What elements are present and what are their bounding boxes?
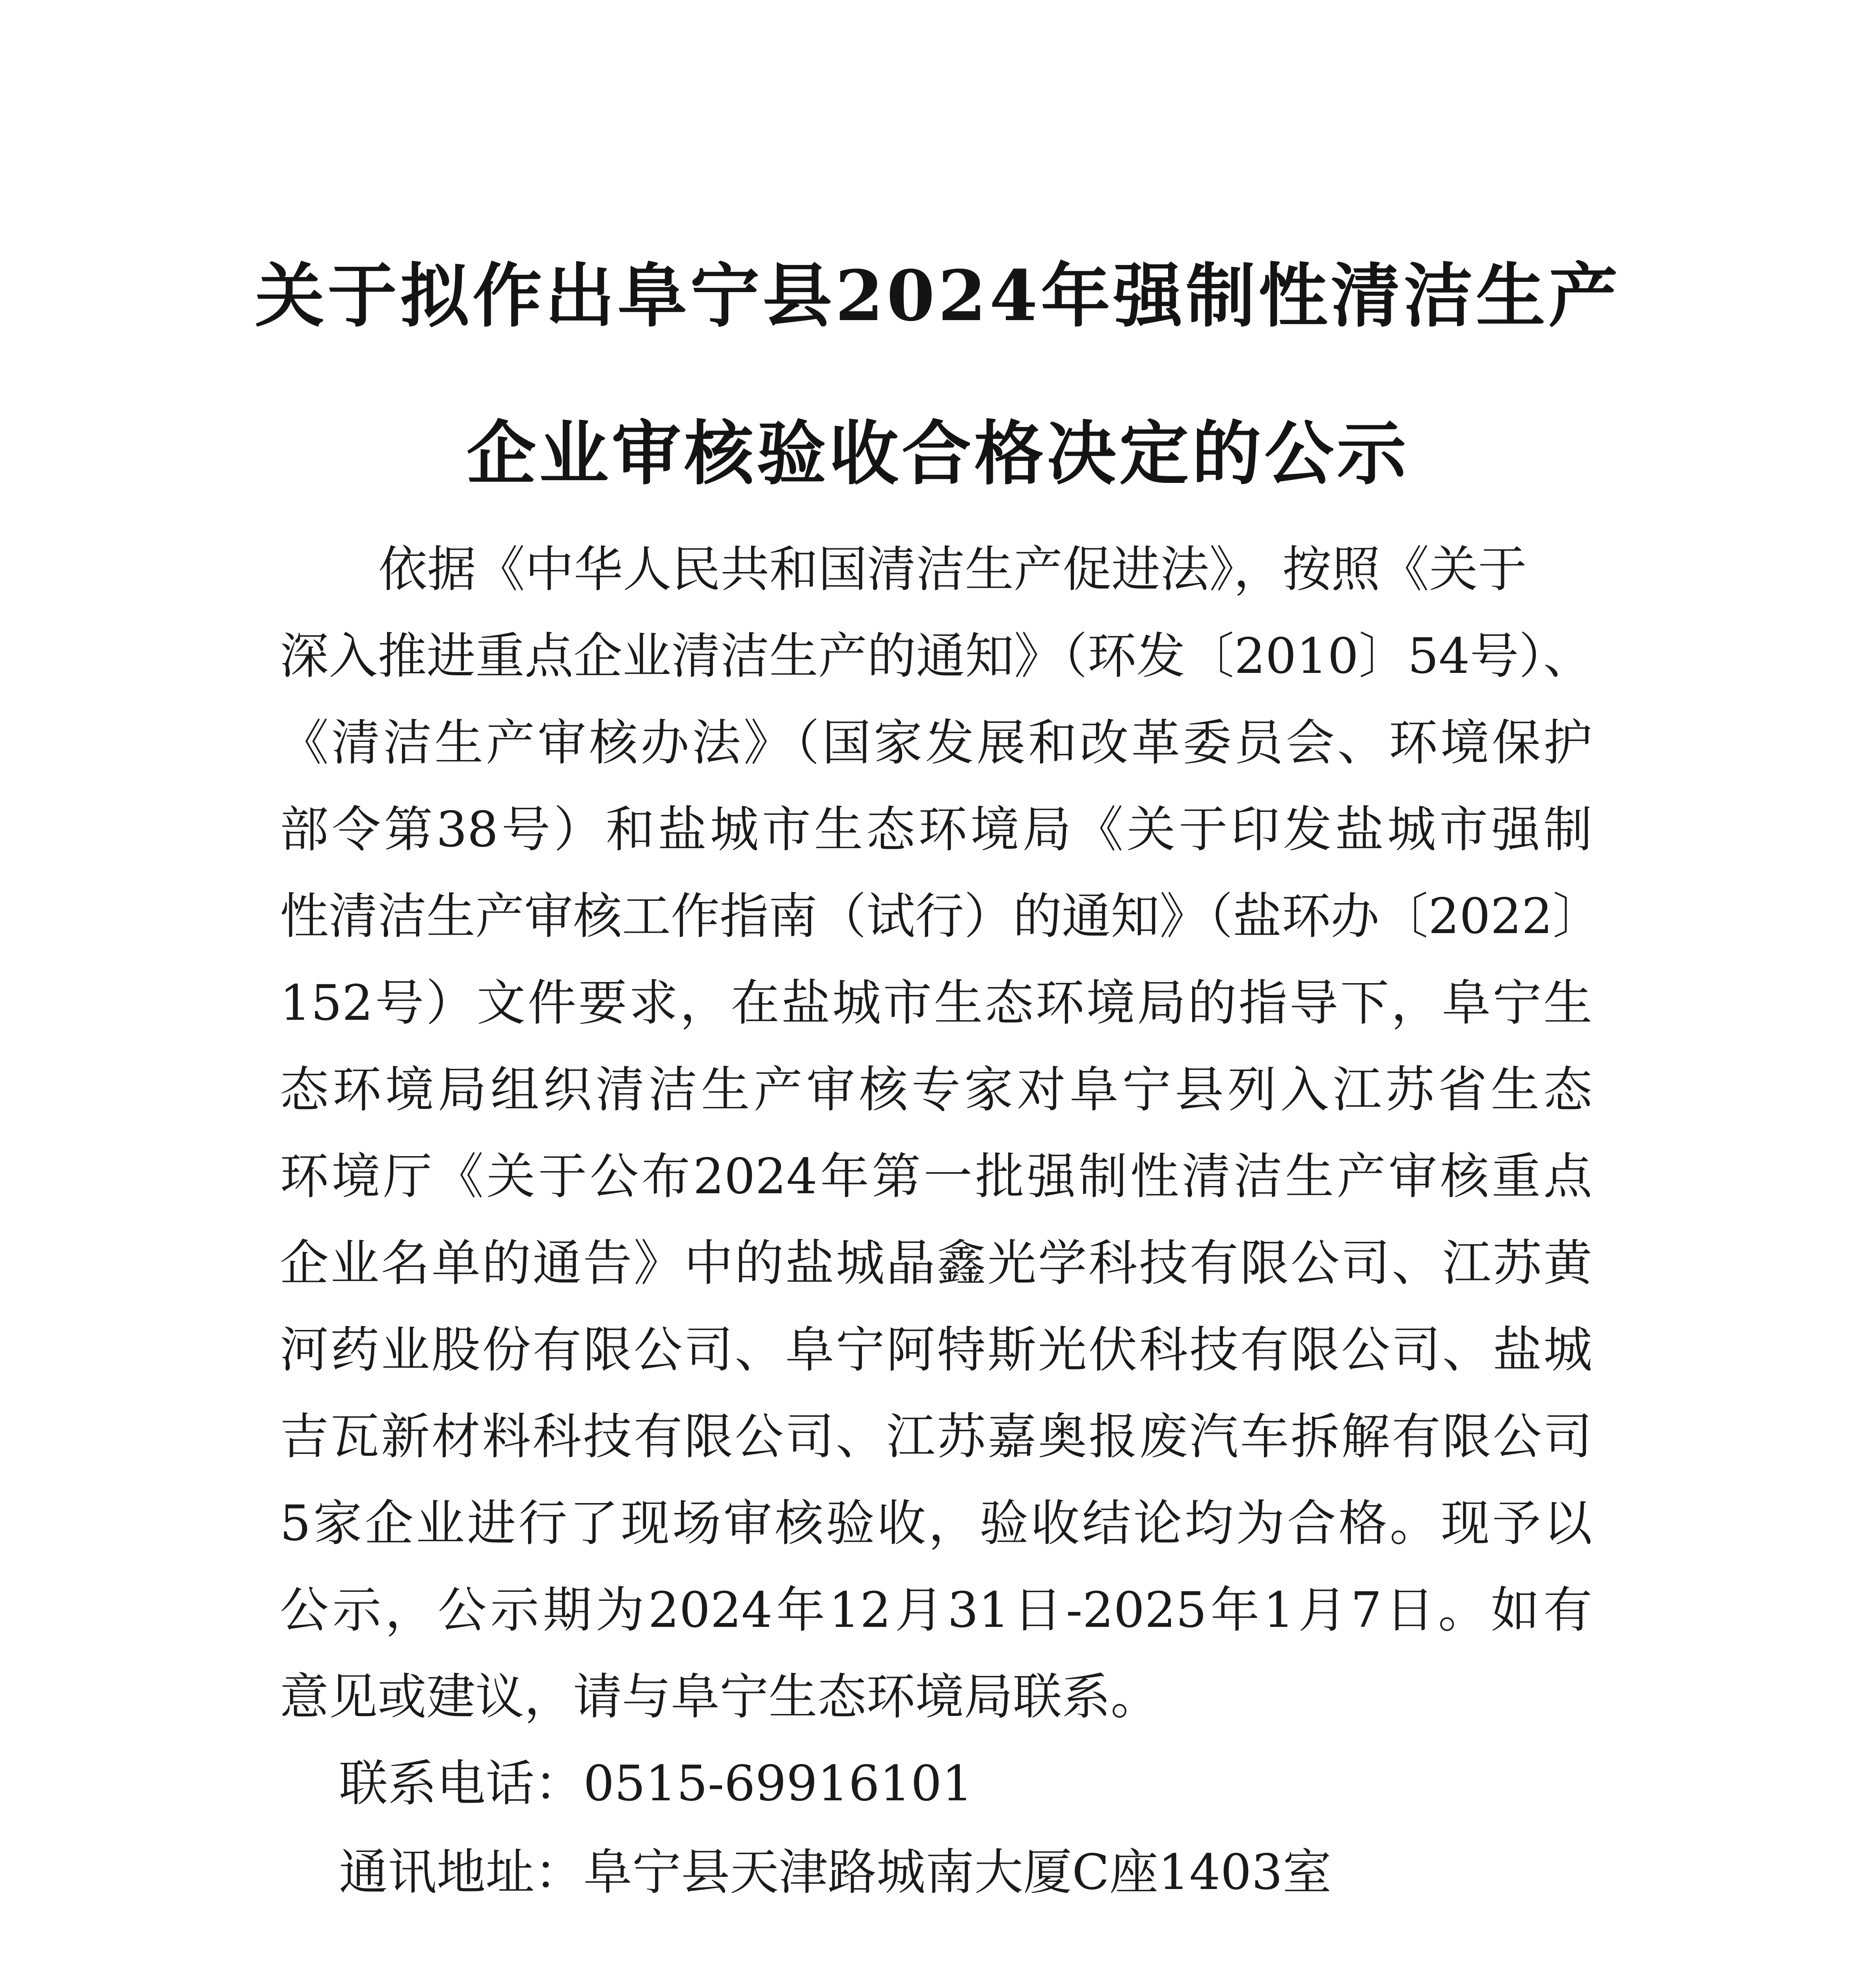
body-line: 性清洁生产审核工作指南（试行）的通知》（盐环办〔2022〕 bbox=[280, 888, 1602, 945]
body-line: 企业名单的通告》中的盐城晶鑫光学科技有限公司、江苏黄 bbox=[280, 1235, 1592, 1292]
body-line: 环境厅《关于公布2024年第一批强制性清洁生产审核重点 bbox=[280, 1148, 1592, 1205]
body-line: 深入推进重点企业清洁生产的通知》（环发〔2010〕54号）、 bbox=[280, 628, 1592, 685]
body-line: 河药业股份有限公司、阜宁阿特斯光伏科技有限公司、盐城 bbox=[280, 1322, 1592, 1379]
body-line: 5家企业进行了现场审核验收，验收结论均为合格。现予以 bbox=[280, 1495, 1592, 1552]
body-line: 部令第38号）和盐城市生态环境局《关于印发盐城市强制 bbox=[280, 801, 1592, 858]
contact-address: 通讯地址：阜宁县天津路城南大厦C座1403室 bbox=[339, 1844, 1332, 1901]
body-line: 《清洁生产审核办法》（国家发展和改革委员会、环境保护 bbox=[280, 715, 1592, 771]
body-line: 公示，公示期为2024年12月31日-2025年1月7日。如有 bbox=[280, 1582, 1592, 1639]
body-line: 态环境局组织清洁生产审核专家对阜宁县列入江苏省生态 bbox=[280, 1062, 1592, 1118]
contact-phone: 联系电话：0515-69916101 bbox=[339, 1755, 973, 1812]
body-line: 吉瓦新材料科技有限公司、江苏嘉奥报废汽车拆解有限公司 bbox=[280, 1408, 1592, 1465]
document-title-line-1: 关于拟作出阜宁县2024年强制性清洁生产 bbox=[255, 255, 1621, 337]
body-line: 152号）文件要求，在盐城市生态环境局的指导下，阜宁生 bbox=[280, 975, 1592, 1032]
body-line: 意见或建议，请与阜宁生态环境局联系。 bbox=[280, 1669, 1160, 1725]
document-title-line-2: 企业审核验收合格决定的公示 bbox=[466, 413, 1409, 494]
body-line: 依据《中华人民共和国清洁生产促进法》，按照《关于 bbox=[378, 541, 1527, 598]
